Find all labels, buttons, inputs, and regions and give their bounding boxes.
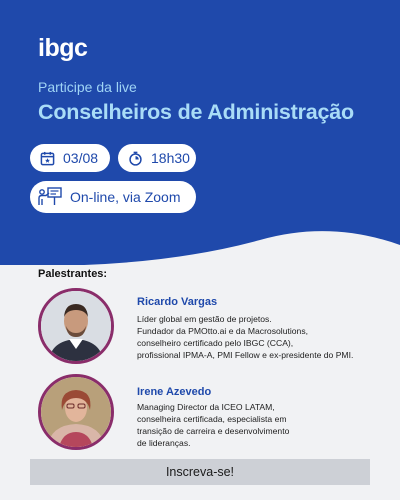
event-date: 03/08 (63, 150, 99, 166)
bio-line: transição de carreira e desenvolvimento (137, 426, 290, 436)
hero-wave (0, 210, 400, 270)
speaker-bio (137, 313, 387, 361)
presenter-screen-icon (38, 187, 62, 207)
date-pill (30, 144, 110, 172)
bio-line: conselheiro certificado pelo IBGC (CCA), (137, 338, 294, 348)
speaker-name: Ricardo Vargas (137, 296, 218, 308)
bio-line: Managing Director da ICEO LATAM, (137, 402, 275, 412)
speaker-bio (137, 401, 387, 449)
bio-line: Líder global em gestão de projetos. (137, 314, 272, 324)
speaker-avatar-ricardo (38, 288, 114, 364)
person-photo-icon (41, 377, 111, 447)
bio-line: Fundador da PMOtto.ai e da Macrosolutions, (137, 326, 309, 336)
bio-line: profissional IPMA-A, PMI Fellow e ex-presidente do PMI. (137, 350, 354, 360)
speaker-avatar-irene (38, 374, 114, 450)
event-time: 18h30 (151, 150, 190, 166)
hero-headline: Conselheiros de Administração (38, 100, 354, 124)
bio-line: conselheira certificada, especialista em (137, 414, 287, 424)
location-pill (30, 181, 196, 213)
brand-logo: ibgc (38, 34, 88, 62)
hero-eyebrow: Participe da live (38, 79, 137, 95)
calendar-star-icon (40, 151, 55, 166)
time-pill (118, 144, 196, 172)
person-photo-icon (41, 291, 111, 361)
bio-line: de lideranças. (137, 438, 191, 448)
event-location: On-line, via Zoom (70, 189, 181, 205)
register-button[interactable]: Inscreva-se! (30, 459, 370, 485)
speakers-heading: Palestrantes: (38, 268, 108, 280)
speaker-name: Irene Azevedo (137, 386, 212, 398)
timer-icon (128, 151, 143, 166)
